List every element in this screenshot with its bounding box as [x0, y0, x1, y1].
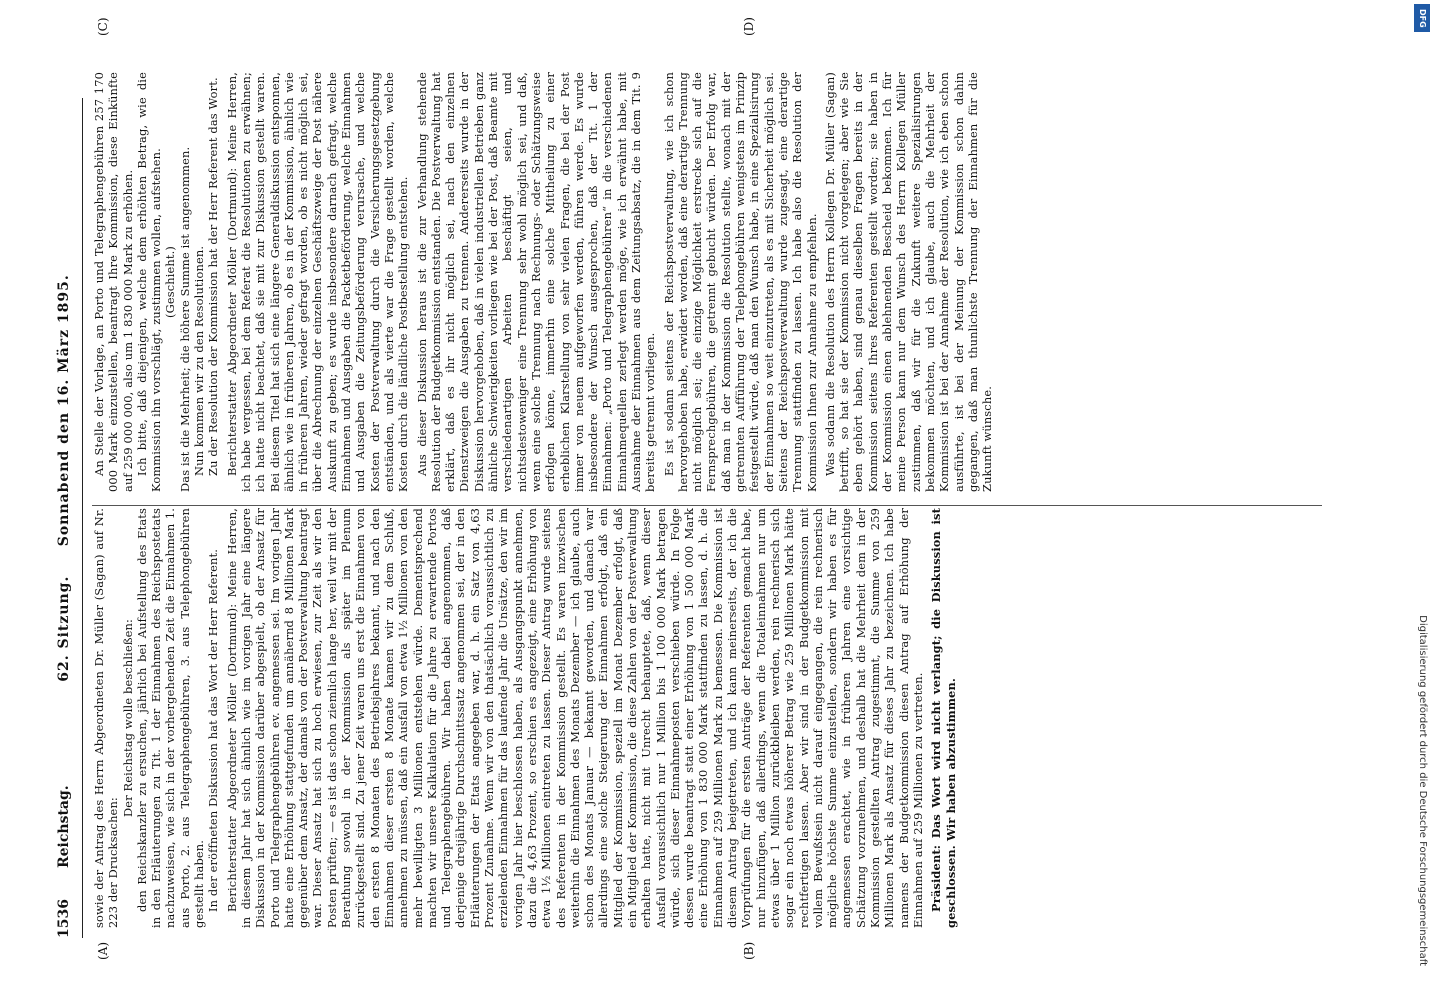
margin-mark-b: (B)	[742, 941, 756, 960]
paragraph: den Reichskanzler zu ersuchen, jährlich bei Aufstellung des Etats in den Erläuterungen zu Tit. 1 der Einnahmen des Reichspostetats nachzuweisen, wie sich in der vorhergehenden Zeit die Einnahmen 1. aus Porto, 2. aus Telegraphengebühren, 3. aus Telephongebühren gestellt haben.	[134, 508, 207, 928]
paragraph: Das ist die Mehrheit; die höhere Summe ist angenommen.	[177, 146, 192, 492]
margin-mark-a: (A)	[96, 941, 110, 960]
margin-mark-c: (C)	[96, 17, 110, 36]
header-rule	[82, 98, 83, 938]
margin-mark-d: (D)	[742, 17, 756, 36]
paragraph: sowie der Antrag des Herrn Abgeordneten Dr. Müller (Sagan) auf Nr. 223 der Drucksachen:	[92, 508, 121, 928]
header-session: 62. Sitzung.	[56, 575, 72, 682]
paragraph: An Stelle der Vorlage, an Porto und Telegraphengebühren 257 170 000 Mark einzustellen, beantragt Ihre Kommission, diese Einkünfte auf 259 000 000, also um 1 830 000 Mark zu erhöhen.	[92, 72, 135, 492]
paragraph: Berichterstatter Abgeordneter Möller (Dortmund): Meine Herren, ich habe vergessen, bei dem Referat die Resolutionen zu erwähnen; ich hatte nicht beachtet, daß sie mit zur Diskussion gestellt waren. Bei diesem Titel hat sich eine längere Generaldiskussion entsponnen, ähnlich wie in früheren Jahren, ob es in der Kommission, ähnlich wie in früheren Jahren, wieder gefragt worden, ob es nicht möglich sei, über die Abrechnung der einzelnen Geschäftszweige der Post nähere Auskunft zu geben; es wurde insbesondere darnach gefragt, welche Einnahmen und Ausgaben die Packetbeförderung, welche Einnahmen und Ausgaben die Zeitungsbeförderung verursache, und welche Kosten der Postverwaltung durch die Versicherungsgesetzgebung entständen, und als vierte war die Frage gestellt worden, welche Kosten durch die ländliche Postbestellung entstehen.	[224, 72, 411, 492]
header-date: Sonnabend den 16. März 1895.	[56, 274, 72, 547]
header-left-label: Reichstag.	[56, 785, 72, 868]
paragraph: Nun kommen wir zu den Resolutionen.	[192, 245, 207, 476]
page-number: 1536	[56, 899, 72, 938]
page-header	[56, 38, 80, 938]
paragraph: Berichterstatter Abgeordneter Möller (Dortmund): Meine Herren, in diesem Jahr hat sich ähnlich wie im vorigen Jahr eine längere Diskussion in der Kommission darüber abgespielt, ob der Ansatz für Porto und Telegraphengebühren ev. angemessen sei. Im vorigen Jahr hatte eine Erhöhung stattgefunden um annähernd 8 Millionen Mark gegenüber dem Ansatz, der damals von der Postverwaltung beantragt war. Dieser Ansatz hat sich zu hoch erwiesen, zur Zeit als wir den Posten prüften; — es ist das schon ziemlich lange her, weil wir mit der Berathung sowohl in der Kommission als später im Plenum zurückgestellt sind. Zu jener Zeit waren uns erst die Einnahmen von den ersten 8 Monaten des Betriebsjahres bekannt, und nach den Einnahmen dieser ersten 8 Monate kamen wir zu dem Schluß, annehmen zu müssen, daß ein Ausfall von etwa 1½ Millionen von den mehr bewilligten 3 Millionen entstehen würde. Dementsprechend machten wir unsere Kalkulation für die Jahre zu erwartende Portos und Telegraphengebühren. Wir haben dabei angenommen, daß derjenige dreijährige Durchschnittssatz angenommen sei, der in den Erläuterungen der Etats angegeben war, d. h. ein Satz von 4,63 Prozent Zunahme. Wenn wir von den thatsächlich voraussichtlich zu erzielenden Einnahmen für das laufende Jahr die Unsätze, den wir im vorigen Jahr hier beschlossen haben, als Ausgangspunkt annehmen, dazu die 4,63 Prozent, so erschien es angezeigt, eine Erhöhung von etwa 1½ Millionen eintreten zu lassen. Dieser Antrag wurde seitens des Referenten in der Kommission gestellt. Es waren inzwischen weiterhin die Einnahmen des Monats Dezember — ich glaube, auch schon des Monats Januar — bekannt geworden, und danach war allerdings eine solche Steigerung der Einnahmen erfolgt, daß ein Mitglied der Kommission, speziell im Monat Dezember erfolgt, daß ein Mitglied der Kommission, die diese Zahlen von der Postverwaltung erhalten hatte, nicht mit Unrecht behauptete, daß, wenn dieser Ausfall voraussichtlich nur 1 Million bis 1 100 000 Mark betragen würde, sich dieser Einnahmeposten verschieben würde. In Folge dessen wurde beantragt statt einer Erhöhung von 1 500 000 Mark eine Erhöhung von 1 830 000 Mark stattfinden zu lassen, d. h. die Einnahmen auf 259 Millionen Mark zu bemessen. Die Kommission ist diesem Antrag beigetreten, und ich kann meinerseits, der ich die Vorprüfungen für die ersten Anträge der Referenten gemacht habe, nur hinzufügen, daß allerdings, wenn die Totaleinnahmen nur um etwas über 1 Million zurückbleiben werden, rein rechnerisch sich sogar ein noch etwas höherer Betrag wie 259 Millionen Mark hätte rechtfertigen lassen. Aber wir sind in der Budgetkommission mit vollem Bewußtsein nicht darauf eingegangen, die rein rechnerisch mögliche höchste Summe einzustellen, sondern wir haben es für angemessen erachtet, wie in früheren Jahren eine vorsichtige Schätzung vorzunehmen, und deshalb hat die Mehrheit dem in der Kommission gestellten Antrag zugestimmt, die Summe von 259 Millionen Mark als Ansatz für dieses Jahr zu bezeichnen. Ich habe namens der Budgetkommission diesen Antrag auf Erhöhung der Einnahmen auf 259 Millionen zu vertreten.	[224, 508, 925, 928]
text-column-right	[92, 72, 1322, 492]
digitization-note: Digitalisierung gefördert durch die Deutsche Forschungsgemeinschaft	[1417, 615, 1428, 966]
paragraph: Es ist sodann seitens der Reichspostverwaltung, wie ich schon hervorgehoben habe, erwidert worden, daß eine derartige Trennung nicht möglich sei; die einzige Möglichkeit erstrecke sich auf die Fernsprechgebühren, die getrennt gebucht würden. Der Erfolg war, daß man in der Kommission die Resolution stellte, wonach mit der getrennten Aufführung der Telephongebühren wenigstens im Prinzip festgestellt würde, daß man den Wunsch habe, in eine Spezialisirung der Einnahmen so weit einzutreten, als es mit Sicherheit möglich sei. Seitens der Reichspostverwaltung wurde zugesagt, eine derartige Trennung stattfinden zu lassen. Ich habe also die Resolution der Kommission Ihnen zur Annahme zu empfehlen.	[661, 72, 819, 492]
paragraph: (Geschieht.)	[163, 246, 178, 319]
paragraph: Ich bitte, daß diejenigen, welche dem erhöhten Betrag, wie die Kommission ihn vorschlägt, zustimmen wollen, aufstehen.	[134, 72, 164, 492]
digitization-strip	[1412, 0, 1432, 1000]
column-divider	[92, 505, 1322, 506]
dfg-logo: DFG	[1414, 4, 1430, 32]
paragraph: Was sodann die Resolution des Herrn Kollegen Dr. Müller (Sagan) betrifft, so hat sie der Kommission nicht vorgelegen; aber wie Sie eben gehört haben, sind genau dieselben Fragen bereits in der Kommission seitens Ihres Referenten gestellt worden; sie haben in der Kommission einen ablehnenden Bescheid bekommen. Ich für meine Person kann nur dem Wunsch des Herrn Kollegen Müller zustimmen, daß wir für die Zukunft weitere Spezialisirungen bekommen möchten, und ich glaube, auch die Mehrheit der Kommission ist bei der Annahme der Resolution, wie ich eben schon ausführte, ist bei der Meinung der Kommission schon dahin gegangen, daß man thunlichste Trennung der Einnahmen für die Zukunft wünsche.	[822, 72, 995, 492]
header-session-date	[56, 58, 72, 898]
text-column-left	[92, 508, 1322, 928]
paragraph: Aus dieser Diskussion heraus ist die zur Verhandlung stehende Resolution der Budgetkommission entstanden. Die Postverwaltung hat erklärt, daß es ihr nicht möglich sei, nach den einzelnen Dienstzweigen die Ausgaben zu trennen. Andererseits wurde in der Diskussion hervorgehoben, daß in vielen industriellen Betrieben ganz ähnliche Schwierigkeiten vorliegen wie bei der Post, daß Beamte mit verschiedenartigen Arbeiten beschäftigt seien, und nichtsdestoweniger eine Trennung sehr wohl möglich sei, und daß, wenn eine solche Trennung nach Rechnungs- oder Schätzungsweise erfolgen könne, immerhin eine solche Mittheilung zu einer erheblichen Klarstellung von sehr vielen Fragen, die bei der Post immer von neuem aufgeworfen werden, führen werde. Es wurde insbesondere der Wunsch ausgesprochen, daß der Tit. 1 der Einnahmen: „Porto und Telegraphengebühren“ in die verschiedenen Einnahmequellen zerlegt werden möge, wie ich erwähnt habe, mit Ausnahme der Einnahmen aus dem Zeitungsabsatz, die in dem Tit. 9 bereits getrennt vorliegen.	[414, 72, 658, 492]
paragraph: In der eröffneten Diskussion hat das Wort der Herr Referent.	[206, 549, 221, 912]
paragraph: Der Reichstag wolle beschließen:	[120, 619, 135, 817]
paragraph: Präsident: Das Wort wird nicht verlangt; die Diskussion ist geschlossen. Wir haben abzustimmen.	[929, 508, 958, 928]
paragraph: Zu der Resolution der Kommission hat der Herr Referent das Wort.	[206, 77, 221, 476]
